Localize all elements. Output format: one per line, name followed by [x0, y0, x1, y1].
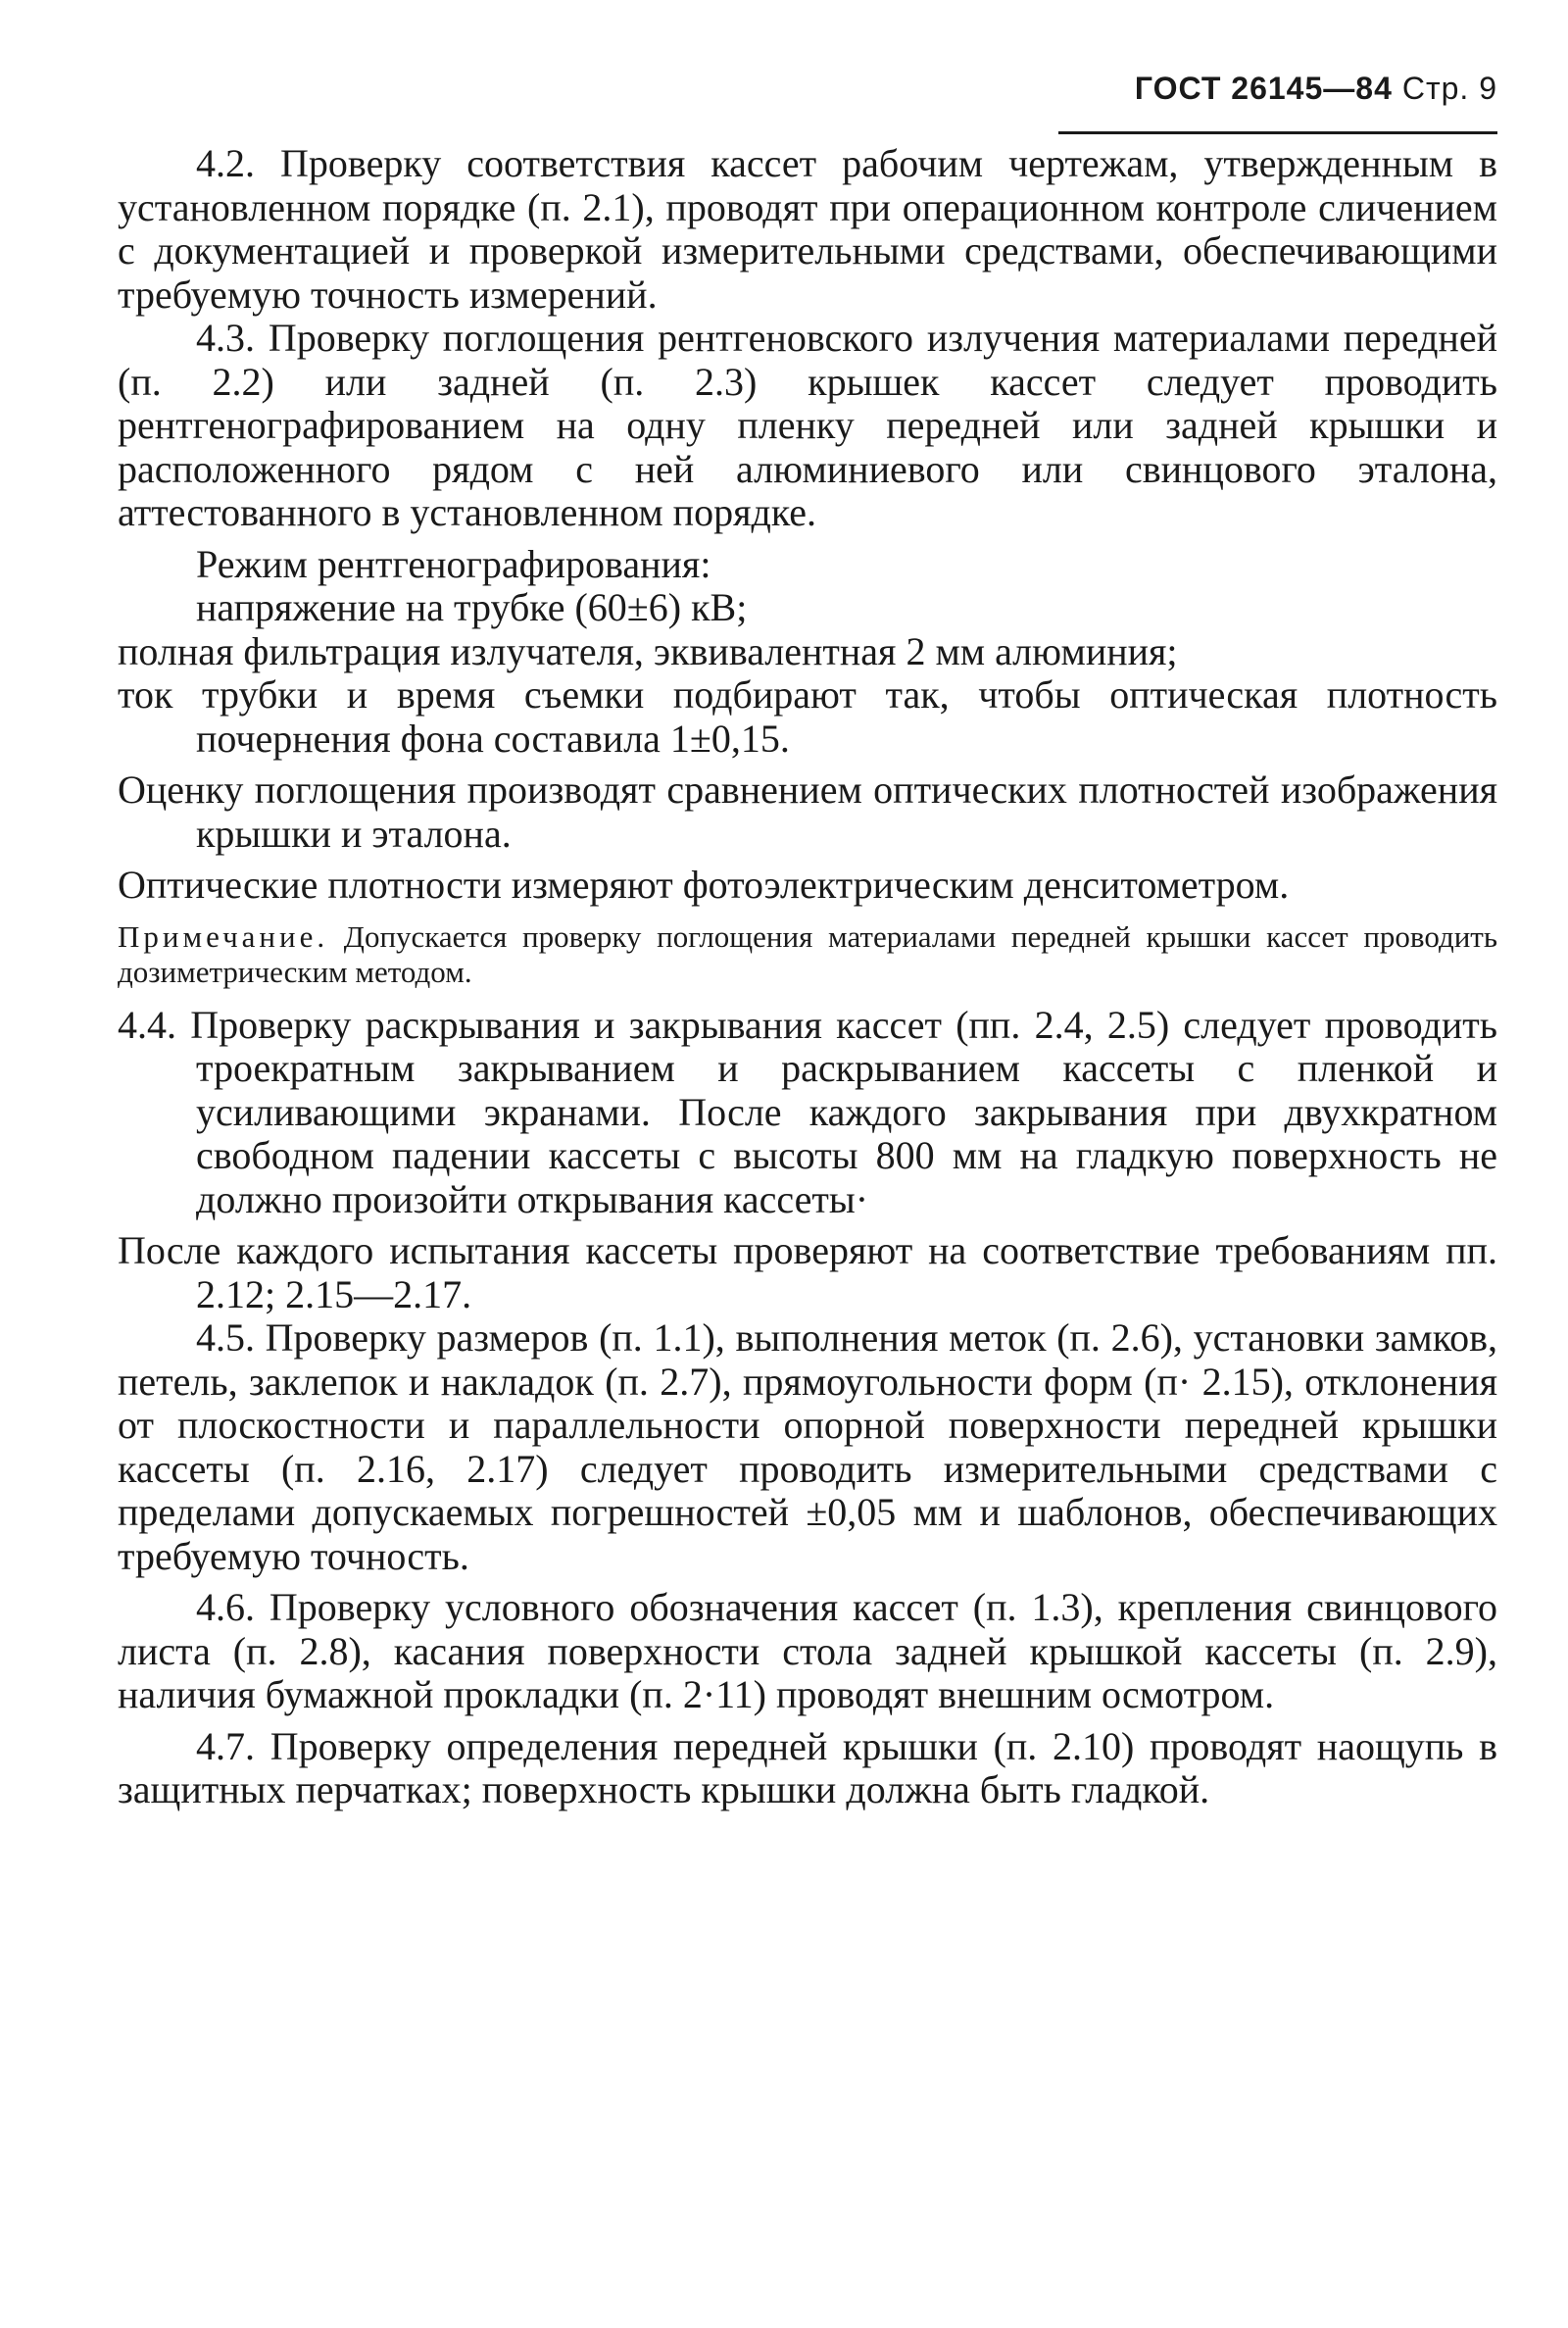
- regime-heading: Режим рентгенографирования:: [196, 541, 711, 586]
- page-number: Стр. 9: [1401, 71, 1497, 106]
- clause-4-7: 4.7. Проверку определения передней крышки (п. 2.10) проводят наощупь в защитных перчатках; поверхность крышки должна быть гладкой.: [118, 1723, 1497, 1811]
- clause-4-4-followup: После каждого испытания кассеты проверяют на соответствие требованиям пп. 2.12; 2.15—2.17.: [118, 1228, 1497, 1316]
- note-label: Примечание.: [118, 918, 329, 954]
- clause-4-4: 4.4. Проверку раскрывания и закрывания кассет (пп. 2.4, 2.5) следует проводить троекратным закрыванием и раскрыванием кассеты с пленкой и усиливающими экранами. После каждого закрывания при двухкратном свободном падении кассеты с высоты 800 мм на гладкую поверхность не должно произойти открывания кассеты·: [118, 1002, 1497, 1221]
- document-id: ГОСТ 26145—84: [1134, 71, 1393, 106]
- density-measurement: Оптические плотности измеряют фотоэлектрическим денситометром.: [118, 863, 1290, 907]
- clause-4-5: 4.5. Проверку размеров (п. 1.1), выполнения меток (п. 2.6), установки замков, петель, заклепок и накладок (п. 2.7), прямоугольности форм (п· 2.15), отклонения от плоскостности и параллельности опорной поверхности передней крышки кассеты (п. 2.16, 2.17) следует проводить измерительными средствами с пределами допускаемых погрешностей ±0,05 мм и шаблонов, обеспечивающих требуемую точность.: [118, 1315, 1497, 1578]
- document-body: [118, 142, 1497, 1812]
- regime-current: ток трубки и время съемки подбирают так, чтобы оптическая плотность почернения фона составила 1±0,15.: [118, 672, 1497, 761]
- regime-voltage: напряжение на трубке (60±6) кВ;: [196, 585, 748, 629]
- clause-4-6: 4.6. Проверку условного обозначения кассет (п. 1.3), крепления свинцового листа (п. 2.8), касания поверхности стола задней крышкой кассеты (п. 2.9), наличия бумажной прокладки (п. 2·11) проводят внешним осмотром.: [118, 1585, 1497, 1716]
- page-header: [1066, 71, 1497, 125]
- note: [118, 919, 1497, 990]
- absorption-assessment: Оценку поглощения производят сравнением оптических плотностей изображения крышки и эталона.: [118, 768, 1497, 856]
- clause-4-2: 4.2. Проверку соответствия кассет рабочим чертежам, утвержденным в установленном порядке (п. 2.1), проводят при операционном контроле сличением с документацией и проверкой измерительными средствами, обеспечивающими требуемую точность измерений.: [118, 141, 1497, 317]
- regime-filtration: полная фильтрация излучателя, эквивалентная 2 мм алюминия;: [118, 628, 1178, 673]
- clause-4-3: 4.3. Проверку поглощения рентгеновского излучения материалами передней (п. 2.2) или задней (п. 2.3) крышек кассет следует проводить рентгенографированием на одну пленку передней или задней крышки и расположенного рядом с ней алюминиевого или свинцового эталона, аттестованного в установленном порядке.: [118, 316, 1497, 534]
- header-rule: [1058, 131, 1497, 134]
- note-text: Допускается проверку поглощения материалами передней крышки кассет проводить дозиметрическим методом.: [118, 918, 1497, 989]
